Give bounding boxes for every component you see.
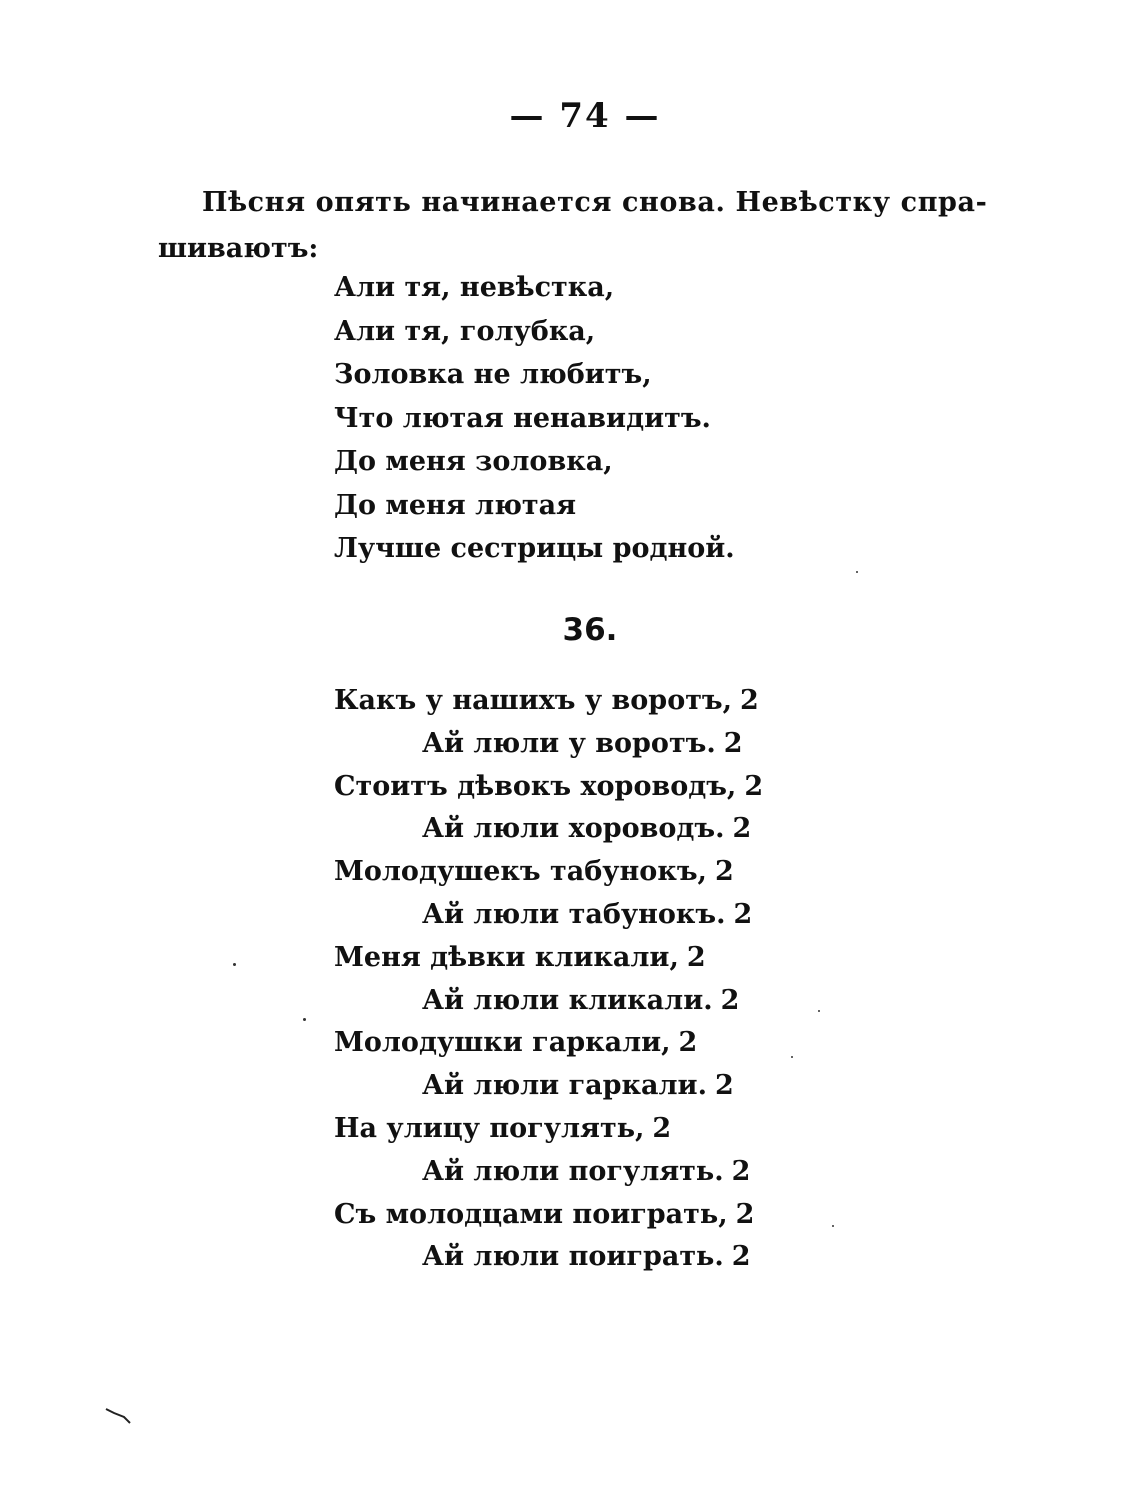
verse-text: Ай люли у воротъ. bbox=[422, 727, 716, 759]
refrain-line bbox=[334, 1236, 763, 1279]
verse-line: Что лютая ненавидитъ. bbox=[334, 402, 711, 434]
verse-text: Молодушекъ табунокъ, bbox=[334, 856, 707, 888]
scan-speck bbox=[303, 1018, 306, 1021]
verse-line: До меня золовка, bbox=[334, 446, 613, 477]
verse-text: Ай люли погулять. bbox=[422, 1155, 724, 1187]
stanza-2 bbox=[334, 680, 763, 1279]
repeat-marker: 2 bbox=[714, 856, 734, 888]
verse-text: Ай люли поиграть. bbox=[422, 1241, 724, 1273]
repeat-marker: 2 bbox=[731, 1241, 751, 1273]
intro-paragraph bbox=[158, 180, 1008, 272]
refrain-line bbox=[334, 980, 763, 1023]
page-number: — 74 — bbox=[509, 96, 661, 136]
repeat-marker: 2 bbox=[678, 1027, 698, 1059]
verse-text: Молодушки гаркали, bbox=[334, 1027, 671, 1059]
verse-line bbox=[334, 1108, 763, 1151]
song-number: 36. bbox=[562, 612, 618, 648]
verse-line: До меня лютая bbox=[334, 489, 577, 521]
verse-line bbox=[334, 1194, 763, 1237]
verse-text: Ай люли кликали. bbox=[422, 984, 713, 1016]
verse-text: Ай люли табунокъ. bbox=[422, 898, 726, 930]
repeat-marker: 2 bbox=[740, 685, 759, 716]
verse-text: Меня дѣвки кликали, bbox=[334, 941, 679, 973]
verse-line: Лучше сестрицы родной. bbox=[334, 533, 735, 564]
repeat-marker: 2 bbox=[733, 898, 753, 930]
verse-line: Али тя, невѣстка, bbox=[334, 272, 615, 303]
verse-line bbox=[334, 1022, 763, 1065]
refrain-line bbox=[334, 894, 763, 937]
verse-text: Ай люли гаркали. bbox=[422, 1070, 707, 1102]
verse-text: Стоитъ дѣвокъ хороводъ, bbox=[334, 770, 737, 802]
scan-speck bbox=[856, 571, 858, 573]
stanza-1 bbox=[334, 266, 735, 571]
verse-text: На улицу погулять, bbox=[334, 1112, 645, 1144]
verse-line bbox=[334, 851, 763, 894]
scan-mark bbox=[104, 1405, 134, 1425]
refrain-line bbox=[334, 808, 763, 851]
verse-text: Съ молодцами поиграть, bbox=[334, 1198, 728, 1230]
refrain-line bbox=[334, 1065, 763, 1108]
verse-line bbox=[334, 766, 763, 809]
repeat-marker: 2 bbox=[686, 941, 706, 973]
verse-line bbox=[334, 937, 763, 980]
scan-speck bbox=[233, 963, 236, 966]
repeat-marker: 2 bbox=[731, 1155, 751, 1187]
verse-text: Ай люли хороводъ. bbox=[422, 813, 725, 845]
refrain-line bbox=[334, 723, 763, 766]
repeat-marker: 2 bbox=[652, 1112, 672, 1144]
verse-line: Али тя, голубка, bbox=[334, 315, 596, 347]
scan-speck bbox=[832, 1225, 834, 1227]
repeat-marker: 2 bbox=[723, 727, 743, 759]
intro-line-1: Пѣсня опять начинается снова. Невѣстку спра- bbox=[202, 187, 988, 218]
repeat-marker: 2 bbox=[720, 984, 740, 1016]
verse-line: Золовка не любитъ, bbox=[334, 359, 652, 390]
refrain-line bbox=[334, 1151, 763, 1194]
repeat-marker: 2 bbox=[732, 813, 752, 845]
scan-speck bbox=[791, 1056, 793, 1058]
repeat-marker: 2 bbox=[714, 1070, 734, 1102]
verse-text: Какъ у нашихъ у воротъ, bbox=[334, 685, 733, 716]
verse-line bbox=[334, 680, 763, 723]
repeat-marker: 2 bbox=[735, 1198, 755, 1230]
repeat-marker: 2 bbox=[744, 770, 764, 802]
intro-line-2: шиваютъ: bbox=[158, 233, 319, 264]
scan-speck bbox=[818, 1010, 820, 1012]
